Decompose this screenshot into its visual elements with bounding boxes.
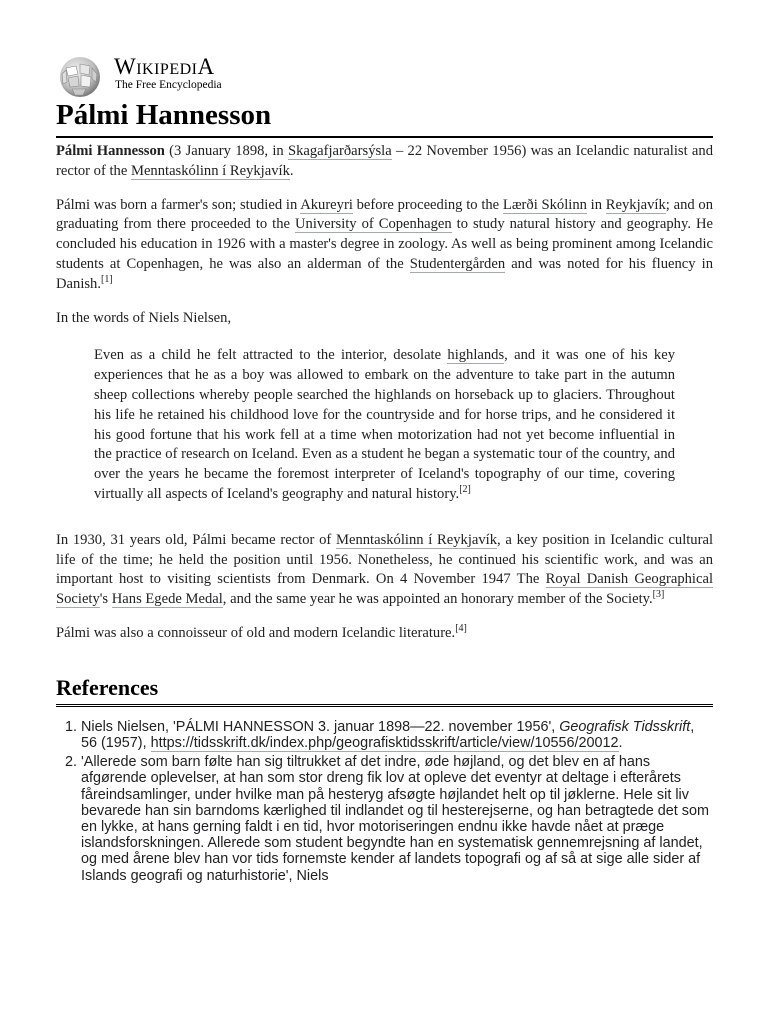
paragraph-rector: In 1930, 31 years old, Pálmi became rector of Menntaskólinn í Reykjavík, a key position in Icelandic cultural life of the time; he held the position until 1956. Nonetheless, he continued his scientific work, and was an important host to visiting scientists from Denmark. On 4 November 1947 The Royal Danish Geographical Society's Hans Egede Medal, and the same year he was appointed an honorary member of the Society.[3] (56, 531, 713, 608)
paragraph-intro: Pálmi Hannesson (3 January 1898, in Skagafjarðarsýsla – 22 November 1956) was an Icelandic naturalist and rector of the Menntaskólinn í Reykjavík. (56, 143, 713, 179)
citation-2[interactable]: [2] (459, 484, 471, 496)
paragraph-literature: Pálmi was also a connoisseur of old and modern Icelandic literature.[4] (56, 623, 467, 641)
link-laerdi-skolinn[interactable]: Lærði Skólinn (502, 196, 587, 213)
references-heading: References (56, 674, 713, 707)
link-university-of-copenhagen[interactable]: University of Copenhagen (294, 216, 452, 233)
citation-4[interactable]: [4] (455, 623, 467, 635)
link-reykjavik[interactable]: Reykjavík (605, 196, 666, 213)
paragraph-quote-intro: In the words of Niels Nielsen, (56, 309, 232, 326)
page-title: Pálmi Hannesson (56, 96, 713, 138)
citation-1[interactable]: [1] (101, 273, 113, 285)
reference-url-link[interactable]: https://tidsskrift.dk/index.php/geografisktidsskrift/article/view/10556/20012 (150, 734, 619, 751)
link-akureyri[interactable]: Akureyri (300, 196, 353, 213)
citation-3[interactable]: [3] (652, 589, 665, 601)
link-royal-danish-geographical-society[interactable]: Royal Danish Geographical Society (56, 571, 713, 608)
references-list (56, 719, 713, 884)
wikipedia-tagline: The Free Encyclopedia (115, 79, 222, 91)
reference-item: 2. 'Allerede som barn følte han sig tiltrukket af det indre, øde højland, og det blev en af hans afgørende oplevelser, at han som stor dreng fik lov at opleve det eventyr at deltage i efterårets fåreindsamlinger, under hvilke man på hesteryg afsøgte højlandet helt op til jøklerne. Hele sit liv bevarede han sin barndoms kærlighed til indlandet og til hesterejserne, og han betragtede det som en lykke, at hans gerning faldt i en tid, hvor motoriseringen endnu ikke havde nået at præge islandsforskningen. Allerede som student begyndte han en systematisk gennemrejsning af landet, og med årene blev han vor tids fornemste kender af landets topografi og af så at sige alle sider af Islands geografi og naturhistorie', Niels (81, 754, 713, 884)
link-menntaskolinn-2[interactable]: Menntaskólinn í Reykjavík (335, 531, 498, 548)
link-menntaskolinn[interactable]: Menntaskólinn í Reykjavík (130, 162, 290, 179)
link-hans-egede-medal[interactable]: Hans Egede Medal (111, 591, 223, 608)
quote-niels-nielsen: Even as a child he felt attracted to the interior, desolate highlands, and it was one of his key experiences that he as a boy was allowed to embark on the adventure to take part in the autumn sheep collections whereby people searched the highlands on horseback up to glaciers. Throughout his life he retained his childhood love for the countryside and for horse trips, and he considered it his good fortune that his work fell at a time when motorization had not yet become influential in the practice of research on Iceland. Even as a student he began a systematic tour of the country, and over the years he became the foremost interpreter of Iceland's topography of our time, covering virtually all aspects of Iceland's geography and natural history.[2] (94, 347, 675, 502)
article-body (56, 142, 713, 887)
wikipedia-wordmark[interactable]: WikipediA (114, 54, 215, 79)
link-skagafjardarsysla[interactable]: Skagafjarðarsýsla (287, 143, 392, 159)
paragraph-education: Pálmi was born a farmer's son; studied in Akureyri before proceeding to the Lærði Skólinn in Reykjavík; and on graduating from there proceeded to the University of Copenhagen to study natural history and geography. He concluded his education in 1926 with a master's degree in zoology. As well as being prominent among Icelandic students at Copenhagen, he was also an alderman of the Studentergården and was noted for his fluency in Danish.[1] (56, 196, 714, 292)
link-highlands[interactable]: highlands (447, 347, 505, 364)
site-header (56, 52, 356, 98)
reference-item: 1. Niels Nielsen, 'PÁLMI HANNESSON 3. januar 1898—22. november 1956', Geografisk Tidsskrift, 56 (1957), https://tidsskrift.dk/index.php/geografisktidsskrift/article/view/10556/20012. (81, 719, 713, 751)
wikipedia-globe-icon[interactable] (56, 54, 104, 98)
link-studentergarden[interactable]: Studentergården (409, 255, 506, 272)
